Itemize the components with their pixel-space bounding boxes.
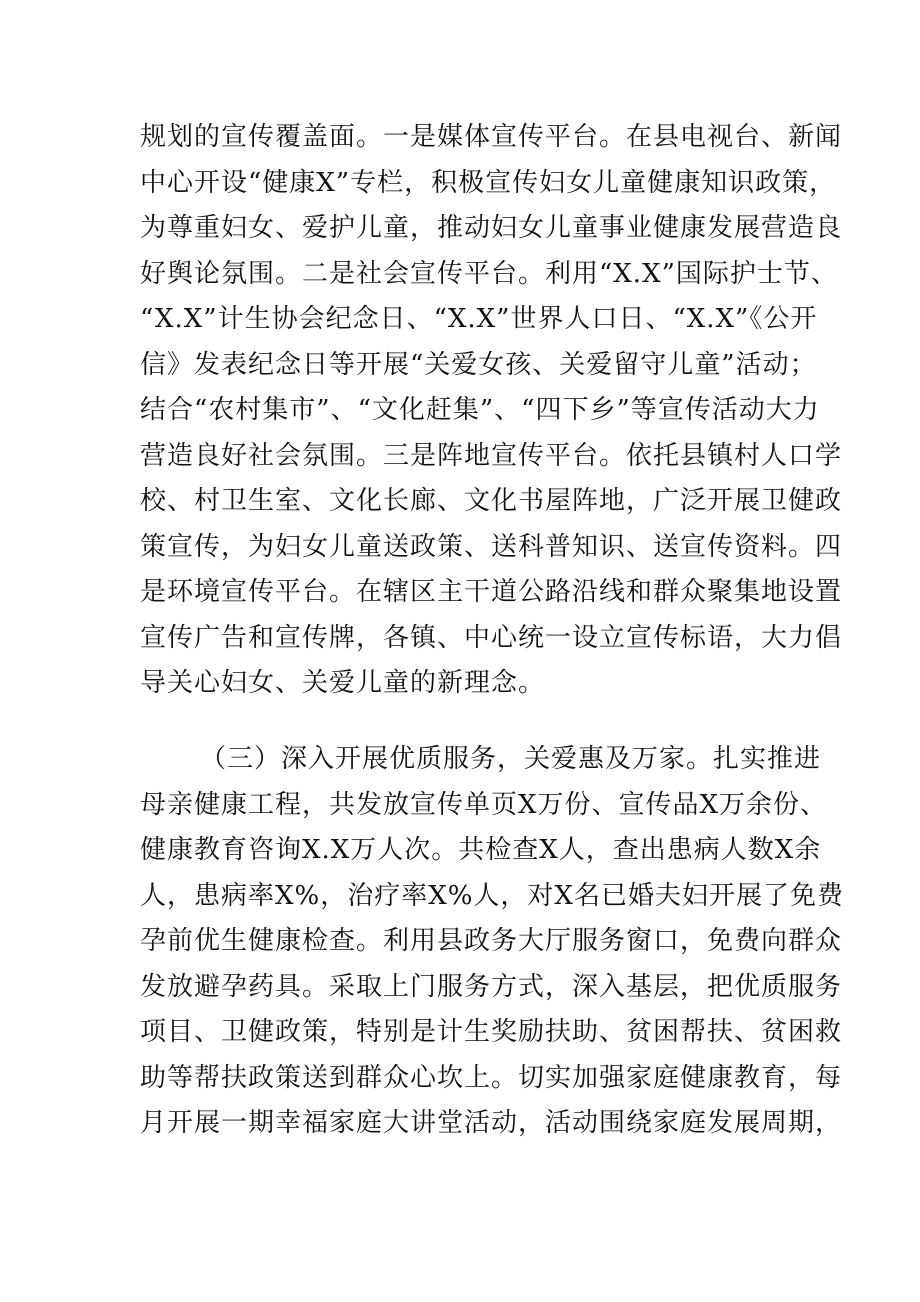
text-line: 母亲健康工程，共发放宣传单页X万份、宣传品X万余份、	[140, 789, 828, 820]
text-line: 月开展一期幸福家庭大讲堂活动，活动围绕家庭发展周期，	[140, 1108, 843, 1138]
text-line: 校、村卫生室、文化长廊、文化书屋阵地，广泛开展卫健政	[140, 486, 843, 516]
text-line: 营造良好社会氛围。三是阵地宣传平台。依托县镇村人口学	[140, 440, 843, 471]
text-line: 发放避孕药具。采取上门服务方式，深入基层，把优质服务	[140, 971, 843, 1002]
text-line: 导关心妇女、关爱儿童的新理念。	[140, 668, 546, 698]
text-line: （三）深入开展优质服务，关爱惠及万家。扎实推进	[200, 744, 822, 774]
text-line: 规划的宣传覆盖面。一是媒体宣传平台。在县电视台、新闻	[140, 122, 843, 152]
text-line: 助等帮扶政策送到群众心坎上。切实加强家庭健康教育，每	[140, 1062, 843, 1093]
paragraph-quality-services	[140, 737, 844, 1147]
text-line: 健康教育咨询X.X万人次。共检查X人，查出患病人数X余	[140, 835, 822, 865]
text-line: 是环境宣传平台。在辖区主干道公路沿线和群众聚集地设置	[140, 577, 843, 607]
paragraph-publicity-platforms	[140, 115, 843, 707]
text-line: 人，患病率X%，治疗率X%人，对X名已婚夫妇开展了免费	[140, 880, 844, 911]
text-line: 结合“农村集市”、“文化赶集”、“四下乡”等宣传活动大力	[140, 395, 820, 425]
text-line: “X.X”计生协会纪念日、“X.X”世界人口日、“X.X”《公开	[140, 304, 818, 334]
text-line: 为尊重妇女、爱护儿童，推动妇女儿童事业健康发展营造良	[140, 213, 843, 243]
text-line: 宣传广告和宣传牌，各镇、中心统一设立宣传标语，大力倡	[140, 622, 843, 653]
text-line: 项目、卫健政策，特别是计生奖励扶助、贫困帮扶、贫困救	[140, 1017, 843, 1047]
text-line: 信》发表纪念日等开展“关爱女孩、关爱留守儿童”活动；	[140, 349, 817, 380]
text-line: 中心开设“健康X”专栏，积极宣传妇女儿童健康知识政策，	[140, 167, 837, 198]
text-line: 策宣传，为妇女儿童送政策、送科普知识、送宣传资料。四	[140, 531, 843, 562]
text-line: 孕前优生健康检查。利用县政务大厅服务窗口，免费向群众	[140, 926, 843, 956]
text-line: 好舆论氛围。二是社会宣传平台。利用“X.X”国际护士节、	[140, 258, 838, 289]
